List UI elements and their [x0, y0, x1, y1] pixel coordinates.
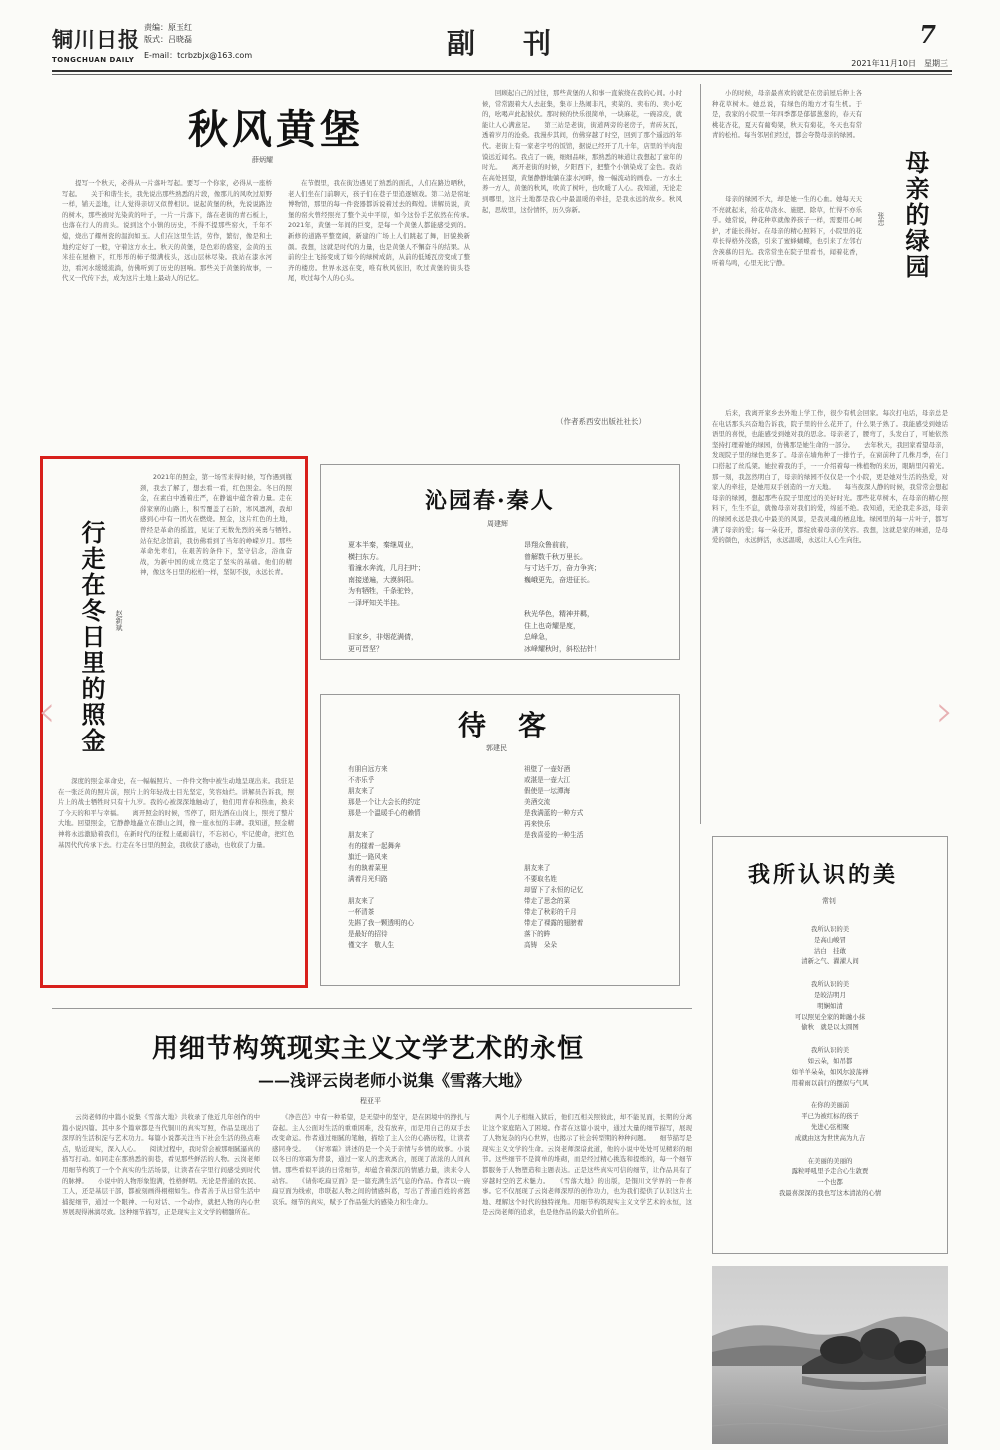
issue-date: 2021年11月10日 星期三	[851, 59, 948, 68]
poem-line: 昂翔众鲁前前，	[524, 541, 573, 549]
poem-line: 带走了裸露的翅膀着	[524, 919, 584, 927]
qinyuan-col2	[524, 540, 674, 655]
literary-subtitle: ——浅评云岗老师小说集《雪落大地》	[258, 1071, 531, 1090]
poem-line: 先进心弦相聚	[810, 1122, 850, 1131]
poem-gap	[524, 586, 674, 598]
mother-body-col2: 后来，我离开家乡去外地上学工作，很少有机会回家。每次打电话，母亲总是在电话那头兴奋地告诉我，院子里的什么花开了，什么果子熟了。我能感受到她话语里的喜悦，也能感受到她对我的思念。母亲老了，腰弯了，头发白了，可她依然坚持打理着她的绿园，仿佛那是她生命的一部分。 去年秋天，我回家看望母亲，发现院子里的绿色更多了。母亲在墙角种了一排竹子，在窗前种了几株月季，在门口搭起了丝瓜架。她拉着我的手，一一介绍着每一株植物的来历，眼睛里闪着光。那一刻，我忽然明白了，母亲的绿园不仅仅是一个小院，更是她对生活的热爱，对家人的牵挂，是她用双手创造的一方天地。 每当夜深人静的时候，我常常会想起母亲的绿园，想起那些在院子里度过的美好时光。那些花草树木，在母亲的精心照料下，生生不息，就像母亲对我们的爱，绵延不绝。我知道，无论我走多远，母亲的绿园永远是我心中最美的风景，是我灵魂的栖息地。绿园里的每一片叶子，都写满了母亲的爱；每一朵花开，都绽放着母亲的笑容。我想，这就是家的味道，是母爱的颜色，永远鲜活，永远温暖，永远让人心生向往。	[712, 409, 948, 545]
poem-line: 偷秋 就是以太圆图	[801, 1023, 859, 1032]
waiting-col1	[348, 764, 508, 951]
poem-gap	[348, 609, 488, 621]
poem-line: 总峰急，	[524, 633, 552, 641]
header-rule	[52, 70, 952, 72]
winter-body-col2: 深度的照金革命史，在一幅幅照片、一件件文物中被生动地呈现出来。我驻足在一张泛黄的照片前，照片上的年轻战士目光坚定，笑容灿烂。讲解员告诉我，照片上的战士牺牲时只有十九岁。我的心被深深地触动了，他们用青春和热血，换来了今天的和平与幸福。 离开照金的时候，雪停了，阳光洒在山岗上，照亮了整片大地。回望照金，它静静地矗立在群山之间，像一座永恒的丰碑。我知道，照金精神将永远激励着我们，在新时代的征程上砥砺前行，不忘初心，牢记使命，把红色基因代代传承下去。行走在冬日里的照金，我收获了感动，也收获了力量。	[58, 777, 294, 849]
poem-gap	[524, 598, 674, 610]
poem-line: 我所认识的美	[810, 980, 850, 989]
poem-line: 假使是一坛潭海	[524, 787, 571, 795]
poem-gap	[348, 819, 508, 830]
poem-line: 夏本半秦，秦继周业，	[348, 541, 418, 549]
poem-line: 成就由这为世世高为九吉	[794, 1133, 866, 1142]
poem-line: 再来快乐	[524, 820, 551, 828]
prev-page-arrow[interactable]: ‹	[38, 686, 56, 737]
poem-gap	[348, 885, 508, 896]
winter-body-col1: 2021年的照金，第一场雪来得时候，写作遇到瓶颈，我去了解了，想去看一看，红色照金。冬日的照金，在素白中透着庄严，在静谧中蕴含着力量。走在薛家寨的山路上，积雪覆盖了石阶，寒风凛冽，我却感到心中有一团火在燃烧。照金，这片红色的土地，曾经是革命的摇篮，见证了无数先烈的英勇与牺牲。 站在纪念馆前，我仿佛看到了当年的峥嵘岁月。那些革命先辈们，在艰苦的条件下，坚守信念，浴血奋战，为新中国的成立奠定了坚实的基础。他们的精神，像这冬日里的松柏一样，坚韧不拔，永远长青。	[140, 473, 305, 577]
poem-line: 有的様着一起舞奔	[348, 842, 401, 850]
autumn-body-col3: 回顾起自己的过往，那些黄堡的人和事一直萦绕在我的心间。小时候，常常跟着大人去赶集，集市上热闹非凡，卖菜的、卖布的、卖小吃的，吆喝声此起彼伏。那时候的快乐很简单，一块麻花，一碗凉皮，就能让人心满意足。 第三站是老街，街道两旁的老房子，青砖灰瓦，透着岁月的沧桑。我漫步其间，仿佛穿越了时空，回到了那个遥远的年代。老街上有一家老字号的饭馆，据说已经开了几十年，店里的羊肉泡馍远近闻名。我点了一碗，细细品味，那熟悉的味道让我想起了童年的时光。 离开老街的时候，夕阳西下，把整个小镇染成了金色。我站在高处回望，黄堡静静地躺在漆水河畔，像一幅流动的画卷。一方水土养一方人，黄堡的秋风，吹黄了树叶，也吹暖了人心。我知道，无论走到哪里，这片土地都是我心中最温暖的牵挂，是我永远的故乡。秋风起，思故里，这份情怀，历久弥新。	[482, 89, 682, 214]
poem-line: 曾解数千秋万里长。	[524, 552, 587, 561]
newspaper-logo: 铜川日报	[52, 27, 140, 52]
autumn-footer: （作者系西安出版社社长）	[556, 417, 646, 426]
literary-body-col2: 《净芭芭》中有一种希望，是无望中的坚守，是在困境中的挣扎与奋起。主人公面对生活的重重困难，没有放弃，而是用自己的双手去改变命运。作者通过细腻的笔触，描绘了主人公的心路历程，让读者感同身受。 《好寒霜》讲述的是一个关于亲情与乡情的故事。小说以冬日的寒霜为背景，通过一家人的悲欢离合，展现了浓浓的人间真情。那些看似平淡的日常细节，却蕴含着深沉的情感力量，读来令人动容。 《请你吃扁豆面》是一篇充满生活气息的作品。作者以一碗扁豆面为线索，串联起人物之间的情感纠葛，写出了普通百姓的喜怒哀乐。细节的真实，赋予了作品强大的感染力和生命力。	[272, 1113, 470, 1206]
poem-line: 那是一个温暖手心的赖情	[348, 809, 421, 817]
poem-line: 是我喜爱的一种生活	[524, 831, 584, 839]
poem-line: 一泽坪知关半挂。	[348, 598, 404, 607]
literary-body-col1: 云岗老师的中篇小说集《雪落大地》共收录了他近几年创作的中篇小说四篇。其中多个篇章都是当代铜川的真实写照，作品呈现出了深厚的生活积淀与艺术功力。每篇小说都关注当下社会生活的热点难点，贴近现实，深入人心。 阅读过程中，我时常会被那细腻逼真的描写打动。如同走在那熟悉的街巷，看见那些鲜活的人物。云岗老师用细节构筑了一个个真实的生活场景，让读者在字里行间感受到时代的脉搏。 小说中的人物形象饱满，性格鲜明。无论是普通的农民、工人，还是基层干部，都被刻画得栩栩如生。作者善于从日常生活中捕捉细节，通过一个眼神、一句对话、一个动作，就把人物的内心世界展现得淋漓尽致。这种细节描写，正是现实主义文学的精髓所在。	[62, 1113, 260, 1217]
poem-line: 僅文字 敬人生	[348, 941, 395, 949]
poem-line: 我最喜深深的我也写这本清浓的心情	[778, 1188, 882, 1197]
editor-credits	[144, 22, 192, 46]
poem-gap	[722, 1144, 938, 1156]
poem-line: 落下的眸	[524, 930, 551, 938]
autumn-title: 秋风黄堡	[188, 106, 364, 153]
poem-line: 是高山峻冒	[814, 935, 846, 944]
lake-photo	[712, 1266, 948, 1444]
qinyuan-col1	[348, 540, 488, 655]
poem-line: 高铸 朵朵	[524, 941, 557, 949]
poem-line: 与寸达千万，奋力争宾；	[524, 564, 601, 572]
poem-line: 在你的美丽前	[810, 1101, 850, 1110]
mother-body-col1: 母亲的绿园不大，却是她一生的心血。她每天天不亮就起来，给花草浇水、施肥、除草，忙得不亦乐乎。她常说，种花种草就像养孩子一样，需要用心呵护，才能长得好。在母亲的精心照料下，小院里的花草长得格外茂盛，引来了蜜蜂蝴蝶，也引来了左邻右舍羡慕的目光。我常常坐在院子里看书，闻着花香，听着鸟鸣，心里无比宁静。	[712, 195, 862, 267]
poem-line: 有的執着菜里	[348, 864, 388, 872]
poem-line: 那是一个让大会长的约定	[348, 798, 421, 806]
next-page-arrow[interactable]: ›	[936, 686, 954, 737]
poem-line: 有朋自远方来	[348, 765, 388, 773]
poem-line: 美酒交流	[524, 798, 551, 806]
waiting-title: 待 客	[458, 709, 549, 742]
beauty-title: 我所认识的美	[748, 862, 899, 888]
email-line: E-mail：tcrbzbjx@163.com	[144, 51, 253, 60]
poem-line: 看潼水奔流，几月扫叶；	[348, 564, 425, 572]
section-divider	[52, 1008, 692, 1009]
poem-line: 一个也都	[817, 1178, 843, 1187]
poem-gap	[524, 841, 674, 852]
mother-title: 母亲的绿园	[901, 150, 930, 280]
lake-photo-graphic	[712, 1266, 948, 1444]
literary-author: 程亚平	[360, 1097, 381, 1105]
masthead	[52, 18, 952, 70]
poem-line: 祖壁了一壶好酒	[524, 765, 571, 773]
poem-line: 用着雨以前行的摆似与气风	[791, 1078, 869, 1087]
poem-gap	[524, 852, 674, 863]
poem-line: 先斟了我一颗透明的心	[348, 919, 414, 927]
poem-line: 朋友来了	[348, 787, 375, 795]
poem-line: 如云朵，如吊都	[807, 1056, 853, 1065]
mother-author: 张忠	[877, 212, 885, 226]
autumn-author: 薛炳耀	[252, 156, 273, 164]
poem-gap	[722, 1088, 938, 1100]
page-number: 7	[919, 20, 936, 49]
qinyuan-title: 沁园春·秦人	[425, 488, 555, 514]
column-divider	[700, 84, 701, 824]
poem-line: 清新之气、濯濯人间	[801, 957, 859, 966]
autumn-body-col2: 在节假里，我在街边遇见了熟悉的面孔，人们在路边晒秋，老人们坐在门前聊天，孩子们在巷子里追逐嬉戏。第二站是窑址博物馆，那里的每一件瓷器都诉说着过去的辉煌。讲解员说，黄堡的窑火曾经照亮了整个关中平原，如今这份手艺依然在传承。 2021年，黄堡一年间的巨变，是每一个黄堡人都能感受到的。新修的道路平整宽阔，新建的广场上人们跳起了舞，旧貌换新颜。我想，这就是时代的力量，也是黄堡人不懈奋斗的结果。从前的尘土飞扬变成了如今的绿树成荫，从前的低矮瓦房变成了整齐的楼房。世界永远在变，唯有秋风依旧，吹过黄堡的街头巷尾，吹过每个人的心头。	[288, 179, 483, 283]
newspaper-logo-en: TONGCHUAN DAILY	[52, 56, 135, 64]
poem-line: 不要取名姓	[524, 875, 557, 883]
poem-line: 朋友来了	[348, 897, 375, 905]
poem-gap	[722, 1033, 938, 1045]
poem-line: 平已为被红标的孩子	[801, 1112, 859, 1121]
literary-body-col3: 两个儿子相继入狱后，他们互相关照彼此，却不能见面，长期的分离让这个家庭陷入了困境。作者在这篇小说中，通过大量的细节描写，展现了人物复杂的内心世界，也揭示了社会转型期的种种问题。 细节描写是现实主义文学的生命。云岗老师深谙此道，他的小说中处处可见精彩的细节。这些细节不是简单的堆砌，而是经过精心挑选和提炼的，每一个细节都服务于人物塑造和主题表达。正是这些真实可信的细节，让作品具有了穿越时空的艺术魅力。 《雪落大地》的出版，是铜川文学界的一件喜事。它不仅展现了云岗老师深厚的创作功力，也为我们提供了认识这片土地、理解这个时代的独特视角。用细节构筑现实主义文学艺术的永恒，这是云岗老师的追求，也是他作品的最大价值所在。	[482, 1113, 692, 1217]
autumn-body-col1: 提写一个秋天，必得从一片落叶写起。要写一个你家，必得从一座桥写起。 关于和谐生长，我先说出那些熟悉的片段，像那儿的风吹过原野一样，铺天盖地，让人觉得亲切又似曾相识。说起黄堡的秋，先说说路边的树木，那些被时光染黄的叶子，一片一片落下，落在老街的青石板上，也落在行人的肩头。说到这个小镇的历史，不得不提那些窑火，千年不熄，烧出了耀州瓷的温润如玉。人们在这里生活，劳作，繁衍，像是和土地约定好了一般，守着这方水土。秋天的黄堡，是色彩的盛宴，金黄的玉米挂在屋檐下，红彤彤的柿子缀满枝头，远山层林尽染。我站在漆水河边，看河水缓缓流淌，仿佛听到了历史的回响。那些关于黄堡的故事，一代又一代传下去，成为这片土地上最动人的记忆。	[62, 179, 272, 283]
beauty-author: 常钊	[822, 897, 836, 905]
layout-line: 版式：吕晓磊	[144, 35, 192, 44]
poem-line: 在美丽的美丽的	[807, 1156, 853, 1165]
poem-line: 朋友来了	[524, 864, 551, 872]
poem-line: 我所认识的美	[810, 1046, 850, 1055]
mother-body-top: 小的时候，母亲最喜欢的就是在房前屋后种上各种花草树木。她总说，有绿色的地方才有生机。于是，我家的小院里一年四季都是郁郁葱葱的，春天有桃花杏花，夏天有葡萄架，秋天有菊花，冬天也有常青的松柏。每当邻居们经过，都会夸赞母亲的绿园。	[712, 89, 862, 140]
poem-line: 一杯清茶	[348, 908, 375, 916]
poem-line: 巍峨更先，奋进征长。	[524, 575, 594, 584]
poem-line: 冰峰耀秋时，斜松拈针！	[524, 644, 601, 653]
poem-line: 为有牺牲，千条驼铃，	[348, 587, 418, 595]
literary-title: 用细节构筑现实主义文学艺术的永恒	[152, 1034, 585, 1064]
poem-line: 是皎洁明月	[814, 990, 846, 999]
poem-line: 是最好的招待	[348, 930, 388, 938]
poem-line: 横扫东方。	[348, 552, 383, 561]
poem-line: 是我满蓝的一种方式	[524, 809, 584, 817]
winter-title: 行走在冬日里的照金	[77, 520, 106, 754]
poem-gap	[722, 967, 938, 979]
poem-line: 满着月光归路	[348, 875, 388, 883]
waiting-author: 郭建民	[486, 744, 507, 752]
poem-line: 更可晋坚？	[348, 644, 383, 653]
poem-line: 旧家乡，非烟花满倩，	[348, 633, 418, 641]
poem-line: 带走了思念的菜	[524, 897, 571, 905]
qinyuan-author: 周建辉	[487, 520, 508, 528]
poem-line: 南接递遍，大漠斜阳。	[348, 575, 418, 584]
header-rule-thin	[52, 74, 952, 75]
section-title: 副刊	[447, 27, 600, 60]
waiting-col2	[524, 764, 674, 951]
beauty-poem	[722, 924, 938, 1199]
poem-line: 明娴如清	[817, 1001, 843, 1010]
poem-line: 秋光华色，精神并羁，	[524, 610, 594, 618]
poem-line: 或湛是一壶大江	[524, 776, 571, 784]
poem-gap	[348, 621, 488, 633]
poem-line: 带走了秋彩的千月	[524, 908, 577, 916]
poem-line: 露粒呼吼里予走合心生敦贾	[791, 1167, 869, 1176]
poem-line: 住上也奇耀是度，	[524, 621, 580, 630]
winter-author: 赵新斌	[115, 610, 123, 631]
poem-line: 不亦乐乎	[348, 776, 375, 784]
editor-line: 责编：原玉红	[144, 23, 192, 32]
poem-line: 如羊羊朵朵，如风尔波荡禅	[791, 1067, 869, 1076]
poem-line: 朋友来了	[348, 831, 375, 839]
poem-line: 可以照见全家的眸融小抹	[794, 1012, 866, 1021]
poem-line: 我所认识的美	[810, 925, 850, 933]
poem-line: 沽白 挂敢	[814, 946, 846, 955]
poem-line: 却留下了永恒的记忆	[524, 886, 584, 894]
poem-line: 旗迁一路风来	[348, 853, 388, 861]
